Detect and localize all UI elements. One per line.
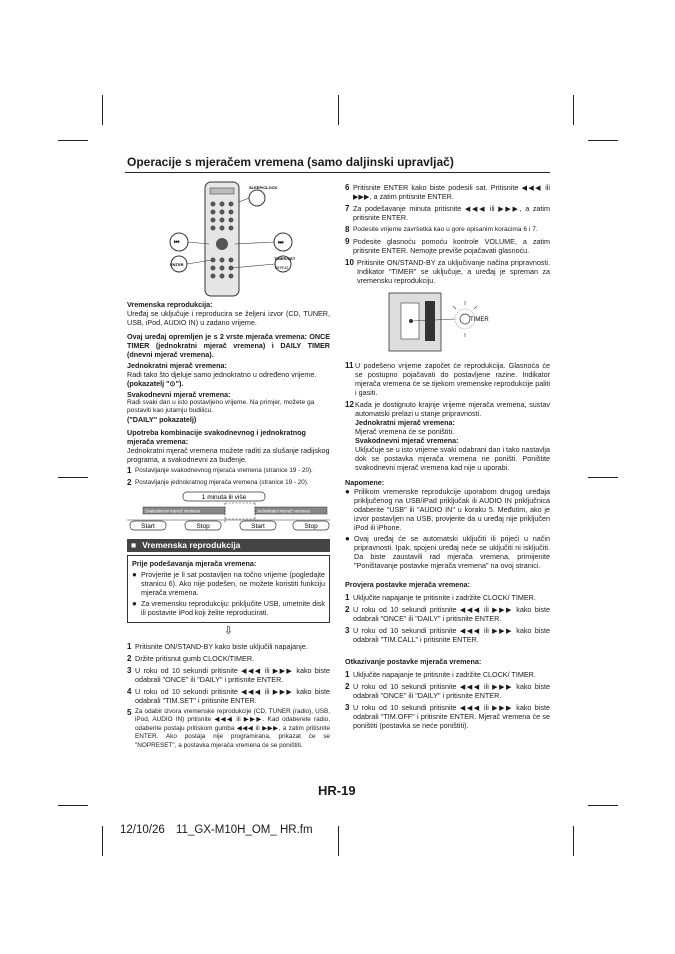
remote-label-repeat: REPEAT — [275, 266, 289, 270]
title-rule — [125, 172, 550, 173]
diagram-stop-label: Stop — [304, 523, 318, 530]
crop-mark — [102, 95, 103, 125]
down-arrow-icon: ⇩ — [223, 625, 234, 637]
cancel-step: 2 U roku od 10 sekundi pritisnite ◀◀◀ ili ▶▶▶ kako biste odabrali "ONCE" ili "DAILY" i pritisnite ENTER. — [345, 682, 550, 700]
daily-heading: Svakodnevni mjerač vremena: — [127, 390, 231, 399]
crop-mark — [338, 95, 339, 125]
diagram-start-label: Start — [141, 523, 155, 530]
check-step: 2 U roku od 10 sekundi pritisnite ◀◀◀ ili ▶▶▶ kako biste odabrali "ONCE" ili "DAILY" i pritisnite ENTER. — [345, 605, 550, 623]
crop-mark — [58, 477, 88, 478]
daily-text: Radi svaki dan u isto postavljeno vrijeme. Na primjer, možete ga postaviti kao jutarnju budilicu. — [127, 399, 315, 414]
svg-text:⏮: ⏮ — [174, 240, 180, 246]
s12-once-text: Mjerač vremena će se poništiti. — [355, 427, 455, 436]
note-item: ● Prilikom vremenske reprodukcije uporabom drugog uređaja priključenog na USB/iPad priključak ili AUDIO IN priključnica odaberite "USB" ili "AUDIO IN" u koraku 5. Međutim, ako je izvor postavljen na USB, provjerite da u uređaj nije priključen iPod ili iPhone. — [345, 487, 550, 532]
timer-step: 7 Za podešavanje minuta pritisnite ◀◀◀ ili ▶▶▶, a zatim pritisnite ENTER. — [345, 204, 550, 222]
crop-mark — [573, 95, 574, 125]
page-title: Operacije s mjeračem vremena (samo daljinski upravljač) — [127, 155, 454, 169]
combo-step: 2 Postavljanje jednokratnog mjerača vremena (stranice 19 - 20). — [127, 478, 309, 487]
timer-step: 11 U podešeno vrijeme započet će reprodukcija. Glasnoća će se postupno pojačavati do postavljene razine. Indikator mjerača vremena će se tijekom vremenske reprodukcije paliti i gasiti. — [345, 361, 550, 397]
vr-text: Uređaj se uključuje i reproducira se željeni izvor (CD, TUNER, USB, iPod, AUDIO IN) u zadano vrijeme. — [127, 309, 330, 327]
crop-mark — [58, 805, 88, 806]
diagram-start-label: Start — [251, 523, 265, 530]
once-indicator: (pokazatelj "⊙"). — [127, 379, 184, 388]
note-item: ● Ovaj uređaj će se automatski uključiti ili prijeći u način pripravnosti. Ipak, spojeni uređaj neće se uključiti ni isključiti. Da biste zaustavili rad mjerača vremena, primijenite "Poništavanje postavke mjerača vremena" na ovoj stranici. — [345, 534, 550, 570]
timer-step: 9 Podesite glasnoću pomoću kontrole VOLUME, a zatim pritisnite ENTER. Nemojte previše pojačavati glasnoću. — [345, 237, 550, 255]
notes-heading: Napomene: — [345, 478, 385, 487]
once-heading: Jednokratni mjerač vremena: — [127, 361, 227, 370]
cancel-heading: Otkazivanje postavke mjerača vremena: — [345, 657, 482, 666]
timer-step: 1 Pritisnite ON/STAND-BY kako biste uključili napajanje. — [127, 642, 308, 651]
crop-mark — [102, 826, 103, 856]
combo-text: Jednokratni mjerač vremena možete raditi za slušanje radijskog programa, a svakodnevni za buđenje. — [127, 446, 330, 464]
diagram-top-label: 1 minuta ili više — [201, 494, 247, 501]
timer-step: 8 Podesite vrijeme završetka kao u gore opisanim koracima 6 i 7. — [345, 225, 538, 234]
once-bar-label: Jednokratni mjerač vremena — [257, 508, 310, 514]
cancel-step: 3 U roku od 10 sekundi pritisnite ◀◀◀ ili ▶▶▶ kako biste odabrali "TIM.OFF" i pritisnite ENTER. Mjerač vremena će se poništiti (postavka se neće poništiti). — [345, 703, 550, 730]
right-column — [345, 183, 550, 733]
crop-mark — [588, 477, 618, 478]
footer-date: 12/10/26 — [120, 824, 165, 836]
s12-daily-text: Uključuje se u isto vrijeme svaki odabrani dan i tako nastavlja dok se postavka mjerača vremena ne poništi. Poništite svakodnevni mjerač vremena kad nije u uporabi. — [355, 445, 550, 472]
remote-label-timer: TIMER/SET — [274, 256, 296, 261]
timer-step: 12 Kada je dostignuto krajnje vrijeme mjerača vremena, sustav automatski prelazi u stanje pripravnosti. — [345, 400, 550, 418]
page-number: HR-19 — [318, 783, 356, 798]
check-heading: Provjera postavke mjerača vremena: — [345, 580, 471, 589]
vr-heading: Vremenska reprodukcija: — [127, 300, 213, 309]
daily-bar-label: Svakodnevni mjerač vremena — [145, 508, 201, 514]
prep-bullet: ● Za vremensku reprodukciju: priključite USB, umetnite disk ili postavite iPod koji želite reproducirati. — [132, 599, 325, 617]
timer-indicator-label: TIMER — [470, 317, 489, 323]
footer-filename: 11_GX-M10H_OM_ HR.fm — [176, 824, 313, 836]
timer-step: 10 Pritisnite ON/STAND-BY za uključivanje načina pripravnosti. Indikator "TIMER" se uključuje, a uređaj je spreman za vremensku reprodukciju. — [345, 258, 550, 285]
cancel-step: 1 Uključite napajanje te pritisnite i zadržite CLOCK/ TIMER. — [345, 670, 536, 679]
crop-mark — [338, 826, 339, 856]
timer-step: 3 U roku od 10 sekundi pritisnite ◀◀◀ ili ▶▶▶ kako biste odabrali "ONCE" ili "DAILY" i pritisnite ENTER. — [127, 666, 330, 684]
crop-mark — [588, 140, 618, 141]
prep-heading: Prije podešavanja mjerača vremena: — [132, 559, 257, 568]
timer-step: 4 U roku od 10 sekundi pritisnite ◀◀◀ ili ▶▶▶ kako biste odabrali "TIM.SET" i pritisnite ENTER. — [127, 687, 330, 705]
two-types: Ovaj uređaj opremljen je s 2 vrste mjerača vremena: ONCE TIMER (jednokratni mjerač vremena) i DAILY TIMER (dnevni mjerač vremena). — [127, 332, 330, 359]
crop-mark — [588, 805, 618, 806]
s12-daily-heading: Svakodnevni mjerač vremena: — [355, 436, 459, 445]
check-step: 3 U roku od 10 sekundi pritisnite ◀◀◀ ili ▶▶▶ kako biste odabrali "TIM.CALL" i pritisnite ENTER. — [345, 626, 550, 644]
timer-step: 2 Držite pritisnut gumb CLOCK/TIMER. — [127, 654, 255, 663]
timer-step: 6 Pritisnite ENTER kako biste podesili sat. Pritisnite ◀◀◀ ili ▶▶▶, a zatim pritisnite ENTER. — [345, 183, 550, 201]
timer-step: 5 Za odabir izvora vremenske reprodukcije (CD, TUNER (radio), USB, iPod, AUDIO IN) pritisnite ◀◀◀ ili ▶▶▶. Kad odaberete radio, odaberite postaju pritiskom gumba ◀◀◀ ili ▶▶▶, a zatim pritisnite ENTER. Ako postaja nije programirana, prikazat će se "NOPRESET", a postavka mjerača vremena će se poništiti. — [127, 708, 330, 749]
combo-heading: Upotreba kombinacije svakodnevnog i jednokratnog mjerača vremena: — [127, 428, 306, 446]
remote-label-sleep: SLEEP/CLOCK — [249, 185, 278, 190]
s12-once-heading: Jednokratni mjerač vremena: — [355, 418, 455, 427]
check-step: 1 Uključite napajanje te pritisnite i zadržite CLOCK/ TIMER. — [345, 593, 536, 602]
prep-box — [127, 555, 330, 623]
crop-mark — [573, 826, 574, 856]
combo-step: 1 Postavljanje svakodnevnog mjerača vremena (stranice 19 - 20). — [127, 466, 313, 475]
remote-control-illustration — [157, 180, 307, 298]
crop-mark — [58, 140, 88, 141]
section-heading: ■ Vremenska reprodukcija — [127, 539, 330, 552]
timer-indicator-illustration — [345, 291, 550, 353]
svg-text:⏭: ⏭ — [278, 240, 284, 246]
once-text: Radi tako što djeluje samo jednokratno u određeno vrijeme. — [127, 370, 317, 379]
remote-label-enter: ENTER — [170, 262, 184, 267]
diagram-stop-label: Stop — [196, 523, 210, 530]
left-column — [127, 180, 330, 753]
timer-diagram — [127, 491, 330, 533]
daily-indicator: ("DAILY" pokazatelj) — [127, 415, 197, 424]
prep-bullet: ● Provjerite je li sat postavljen na točno vrijeme (pogledajte stranicu 6). Ako nije podešen, ne možete koristiti funkciju mjerača vremena. — [132, 570, 325, 597]
